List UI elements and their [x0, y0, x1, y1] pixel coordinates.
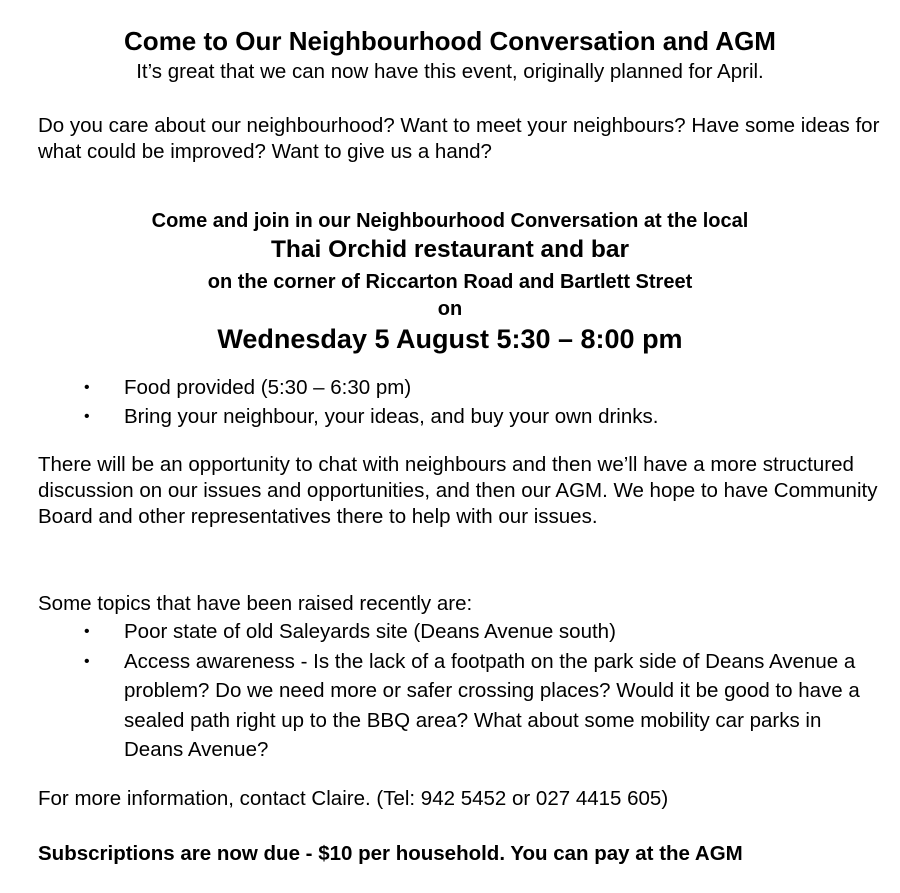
list-item: [0, 373, 900, 402]
subscriptions-notice: Subscriptions are now due - $10 per household. You can pay at the AGM: [38, 842, 743, 865]
venue-location: on the corner of Riccarton Road and Bartlett Street: [207, 271, 693, 293]
list-item: [0, 617, 900, 647]
bullet-icon: •: [84, 379, 90, 396]
invitation-lead: Come and join in our Neighbourhood Conversation at the local: [151, 210, 749, 232]
intro-paragraph: Do you care about our neighbourhood? Want to meet your neighbours? Have some ideas for what could be improved? Want to give us a hand?: [38, 114, 880, 163]
contact-info: For more information, contact Claire. (Tel: 942 5452 or 027 4415 605): [38, 787, 669, 810]
event-datetime: Wednesday 5 August 5:30 – 8:00 pm: [217, 324, 683, 354]
flyer-title: Come to Our Neighbourhood Conversation and AGM: [124, 26, 776, 56]
topic-text: Access awareness - Is the lack of a footpath on the park side of Deans Avenue a problem? Do we need more or safer crossing places? Would it be good to have a sealed path right up to the BBQ area? What about some mobility car parks in Deans Avenue?: [124, 649, 860, 761]
venue-name: Thai Orchid restaurant and bar: [270, 236, 630, 263]
bullet-icon: •: [84, 408, 90, 425]
topics-intro: Some topics that have been raised recently are:: [38, 592, 473, 615]
bullet-icon: •: [84, 623, 90, 640]
bullet-text: Food provided (5:30 – 6:30 pm): [124, 376, 412, 399]
bullet-text: Bring your neighbour, your ideas, and buy your own drinks.: [124, 405, 659, 428]
topics-list: [0, 617, 900, 765]
bullet-icon: •: [84, 652, 90, 670]
list-item: [0, 402, 900, 431]
flyer-subtitle: It’s great that we can now have this event, originally planned for April.: [136, 60, 764, 83]
list-item: [0, 647, 900, 765]
event-bullet-list: [0, 373, 900, 431]
details-paragraph: There will be an opportunity to chat with neighbours and then we’ll have a more structured discussion on our issues and opportunities, and then our AGM. We hope to have Community Board and other representatives there to help with our issues.: [38, 453, 878, 528]
on-word: on: [437, 298, 463, 320]
topic-text: Poor state of old Saleyards site (Deans Avenue south): [124, 620, 616, 643]
